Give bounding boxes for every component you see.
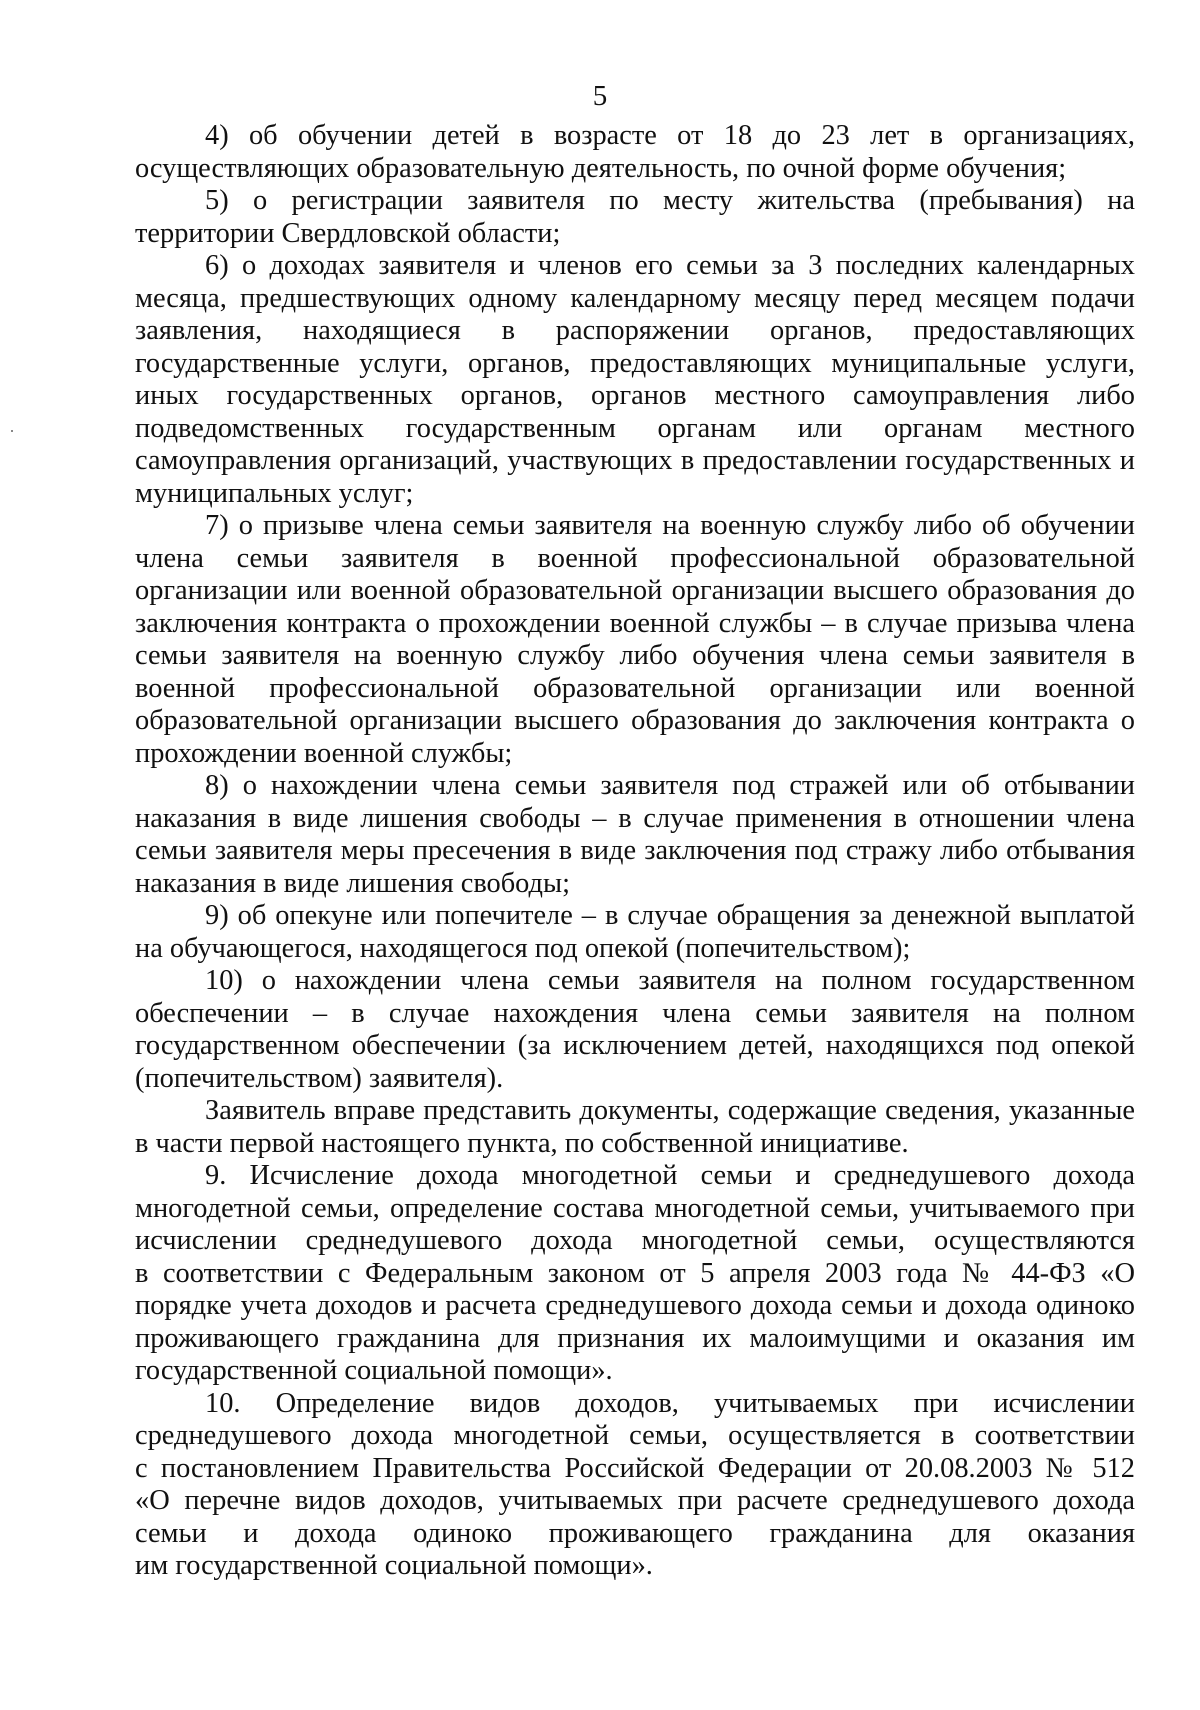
clause-9-paragraph: 9. Исчисление дохода многодетной семьи и среднедушевого дохода многодетной семьи, определение состава многодетной семьи, учитываемого при исчислении среднедушевого дохода многодетной семьи, осуществляются в соответствии с Федеральным законом от 5 апреля 2003 года № 44-ФЗ «О порядке учета доходов и расчета среднедушевого дохода семьи и дохода одиноко проживающего гражданина для признания их малоимущими и оказания им государственной социальной помощи».	[135, 1160, 1135, 1386]
clause-10-paragraph: 10. Определение видов доходов, учитываемых при исчислении среднедушевого дохода многодетной семьи, осуществляется в соответствии с постановлением Правительства Российской Федерации от 20.08.2003 № 512 «О перечне видов доходов, учитываемых при расчете среднедушевого дохода семьи и дохода одиноко проживающего гражданина для оказания им государственной социальной помощи».	[135, 1387, 1135, 1581]
list-item-5-registration: 5) о регистрации заявителя по месту жительства (пребывания) на территории Свердловской области;	[135, 185, 1135, 249]
list-item-10-state-support: 10) о нахождении члена семьи заявителя на полном государственном обеспечении – в случае нахождения члена семьи заявителя на полном государственном обеспечении (за исключением детей, находящихся под опекой (попечительством) заявителя).	[135, 965, 1135, 1094]
document-body	[135, 120, 1135, 1583]
list-item-4-education: 4) об обучении детей в возрасте от 18 до 23 лет в организациях, осуществляющих образовательную деятельность, по очной форме обучения;	[135, 120, 1135, 184]
scan-edge-mark	[11, 430, 13, 432]
list-item-8-custody: 8) о нахождении члена семьи заявителя под стражей или об отбывании наказания в виде лишения свободы – в случае применения в отношении члена семьи заявителя меры пресечения в виде заключения под стражу либо отбывания наказания в виде лишения свободы;	[135, 770, 1135, 899]
list-item-9-guardian: 9) об опекуне или попечителе – в случае обращения за денежной выплатой на обучающегося, находящегося под опекой (попечительством);	[135, 900, 1135, 964]
page-number: 5	[592, 80, 608, 112]
applicant-right-paragraph: Заявитель вправе представить документы, содержащие сведения, указанные в части первой настоящего пункта, по собственной инициативе.	[135, 1095, 1135, 1159]
list-item-6-income: 6) о доходах заявителя и членов его семьи за 3 последних календарных месяца, предшествующих одному календарному месяцу перед месяцем подачи заявления, находящиеся в распоряжении органов, предоставляющих государственные услуги, органов, предоставляющих муниципальные услуги, иных государственных органов, органов местного самоуправления либо подведомственных государственным органам или органам местного самоуправления организаций, участвующих в предоставлении государственных и муниципальных услуг;	[135, 250, 1135, 509]
list-item-7-military-service: 7) о призыве члена семьи заявителя на военную службу либо об обучении члена семьи заявителя в военной профессиональной образовательной организации или военной образовательной организации высшего образования до заключения контракта о прохождении военной службы – в случае призыва члена семьи заявителя на военную службу либо обучения члена семьи заявителя в военной профессиональной образовательной организации или военной образовательной организации высшего образования до заключения контракта о прохождении военной службы;	[135, 510, 1135, 769]
